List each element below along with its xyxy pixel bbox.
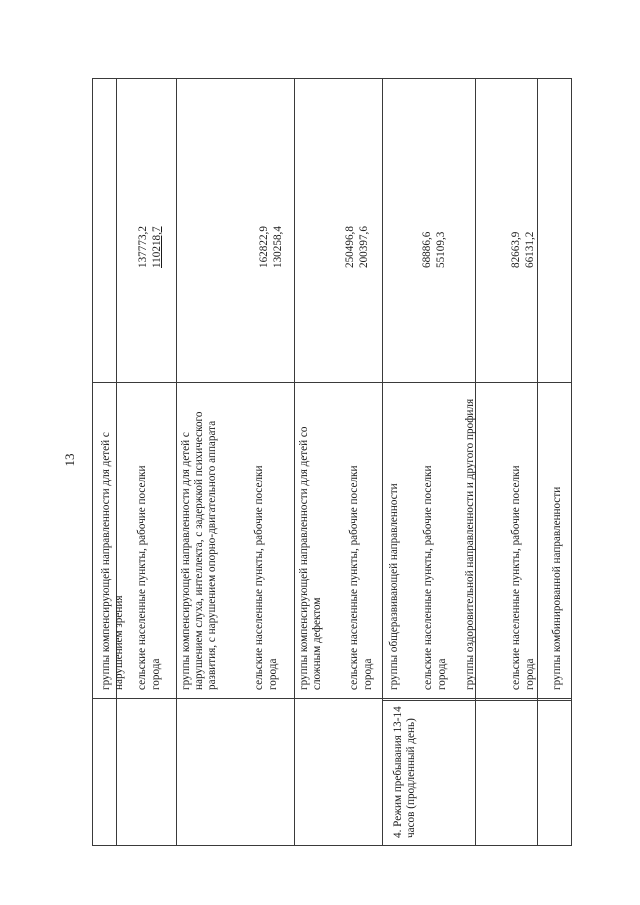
group-label: группы компенсирующей направленности для детей с нарушением слуха, интеллекта, с задержкой психического развития, с нарушением опорно-двигательного аппарата xyxy=(180,411,218,690)
table-sheet xyxy=(92,78,572,846)
city-value: 66131,2 xyxy=(524,231,536,268)
column-rule xyxy=(176,78,177,846)
table-border xyxy=(92,78,572,846)
city-value: 110218,7 xyxy=(151,226,163,268)
row-rule xyxy=(92,78,572,79)
rural-value: 137773,2 xyxy=(137,226,149,268)
page-number: 13 xyxy=(62,453,77,467)
city-value: 200397,6 xyxy=(358,226,370,268)
group-label: группы комбинированной направленности xyxy=(551,486,563,690)
rural-label: сельские населенные пункты, рабочие поселки xyxy=(422,465,434,690)
group-label: группы компенсирующей направленности для детей с нарушением зрения xyxy=(100,432,125,690)
group-label: группы компенсирующей направленности для детей со сложным дефектом xyxy=(298,426,323,690)
city-label: города xyxy=(267,658,279,690)
column-rule xyxy=(537,78,538,846)
column-rule xyxy=(294,78,295,846)
city-value: 130258,4 xyxy=(272,226,284,268)
mode-label: 4. Режим пребывания 13-14 часов (продленный день) xyxy=(392,706,417,838)
city-label: города xyxy=(362,658,374,690)
city-label: города xyxy=(150,658,162,690)
column-rule xyxy=(382,78,383,846)
rural-label: сельские населенные пункты, рабочие поселки xyxy=(510,465,522,690)
city-label: города xyxy=(524,658,536,690)
rural-value: 82663,9 xyxy=(510,231,522,268)
rural-label: сельские населенные пункты, рабочие поселки xyxy=(348,465,360,690)
row-rule xyxy=(92,382,572,383)
rural-value: 162822,9 xyxy=(258,226,270,268)
row-rule xyxy=(92,698,572,699)
group-label: группы оздоровительной направленности и другого профиля xyxy=(464,398,476,690)
rural-value: 68886,6 xyxy=(421,231,433,268)
city-value: 55109,3 xyxy=(435,231,447,268)
rural-value: 250496,8 xyxy=(344,226,356,268)
rural-label: сельские населенные пункты, рабочие поселки xyxy=(136,465,148,690)
city-label: города xyxy=(436,658,448,690)
group-label: группы общеразвивающей направленности xyxy=(388,483,400,690)
rural-label: сельские населенные пункты, рабочие поселки xyxy=(253,465,265,690)
